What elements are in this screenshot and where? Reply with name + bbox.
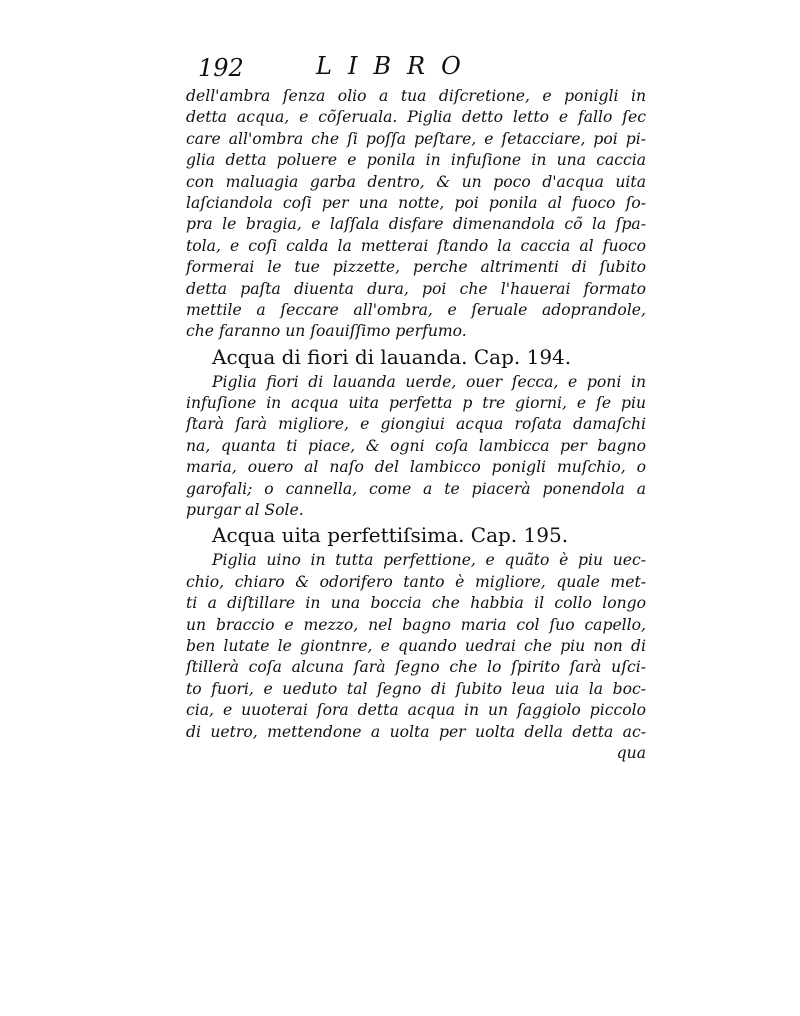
paragraph-lauanda bbox=[186, 372, 646, 522]
text-line: glia detta poluere e ponila in infuſione in una caccia bbox=[186, 151, 646, 170]
text-line: con maluagia garba dentro, & un poco d'acqua uita bbox=[186, 172, 646, 191]
text-line: ben lutate le giontnre, e quando uedrai che piu non di bbox=[186, 636, 646, 655]
text-line: to fuori, e ueduto tal ſegno di ſubito leua uia la boc- bbox=[186, 679, 646, 698]
page-body bbox=[186, 86, 646, 764]
chapter-heading-195: Acqua uita perfettiſsima. Cap. 195. bbox=[212, 523, 569, 548]
chapter-heading-194: Acqua di fiori di lauanda. Cap. 194. bbox=[212, 344, 572, 369]
text-line: chio, chiaro & odorifero tanto è migliore, quale met- bbox=[186, 572, 646, 591]
paragraph-ambra bbox=[186, 86, 646, 343]
text-line: mettile a ſeccare all'ombra, e ſeruale adoprandole, bbox=[186, 300, 646, 319]
text-line: un braccio e mezzo, nel bagno maria col ſuo capello, bbox=[186, 615, 646, 634]
text-line: dell'ambra ſenza olio a tua diſcretione, e ponigli in bbox=[186, 87, 646, 105]
page-number: 192 bbox=[198, 54, 244, 82]
text-line: garofali; o cannella, come a te piacerà ponendola a bbox=[186, 479, 646, 498]
text-line: laſciandola coſi per una notte, poi ponila al fuoco ſo- bbox=[186, 193, 646, 212]
text-line: Piglia fiori di lauanda uerde, ouer ſecca, e poni in bbox=[212, 372, 646, 391]
page-header bbox=[198, 52, 638, 88]
text-line: infuſione in acqua uita perfetta p tre giorni, e ſe piu bbox=[186, 394, 646, 413]
text-line: ti a diſtillare in una boccia che habbia il collo longo bbox=[186, 594, 646, 613]
catchword: qua bbox=[616, 743, 646, 762]
paragraph-acqua-uita bbox=[186, 550, 646, 743]
text-line: maria, ouero al naſo del lambicco ponigli muſchio, o bbox=[186, 458, 646, 477]
running-head: LIBRO bbox=[316, 52, 477, 80]
text-line: detta acqua, e cõſeruala. Piglia detto letto e fallo ſec bbox=[186, 108, 646, 127]
text-line: tola, e coſi calda la metterai ſtando la caccia al fuoco bbox=[186, 236, 646, 255]
text-line: Piglia uino in tutta perfettione, e quãto è piu uec- bbox=[212, 551, 646, 570]
text-line: purgar al Sole. bbox=[186, 501, 304, 520]
text-line: ſtillerà coſa alcuna ſarà ſegno che lo ſpirito ſarà uſci- bbox=[186, 658, 646, 677]
text-line: pra le bragia, e laſſala disfare dimenandola cõ la ſpa- bbox=[186, 215, 646, 234]
text-line: di uetro, mettendone a uolta per uolta della detta ac- bbox=[186, 722, 646, 741]
text-line: cia, e uuoterai ſora detta acqua in un ſaggiolo piccolo bbox=[186, 701, 646, 720]
text-line: detta paſta diuenta dura, poi che l'hauerai formato bbox=[186, 279, 646, 298]
text-line: ſtarà ſarà migliore, e giongiui acqua roſata damaſchi bbox=[186, 415, 646, 434]
text-line: formerai le tue pizzette, perche altrimenti di ſubito bbox=[186, 258, 646, 277]
text-line: na, quanta ti piace, & ogni coſa lambicca per bagno bbox=[186, 436, 646, 455]
text-line: care all'ombra che ſi poſſa peſtare, e ſetacciare, poi pi- bbox=[186, 129, 646, 148]
text-line: che faranno un ſoauiſſimo perfumo. bbox=[186, 322, 467, 341]
